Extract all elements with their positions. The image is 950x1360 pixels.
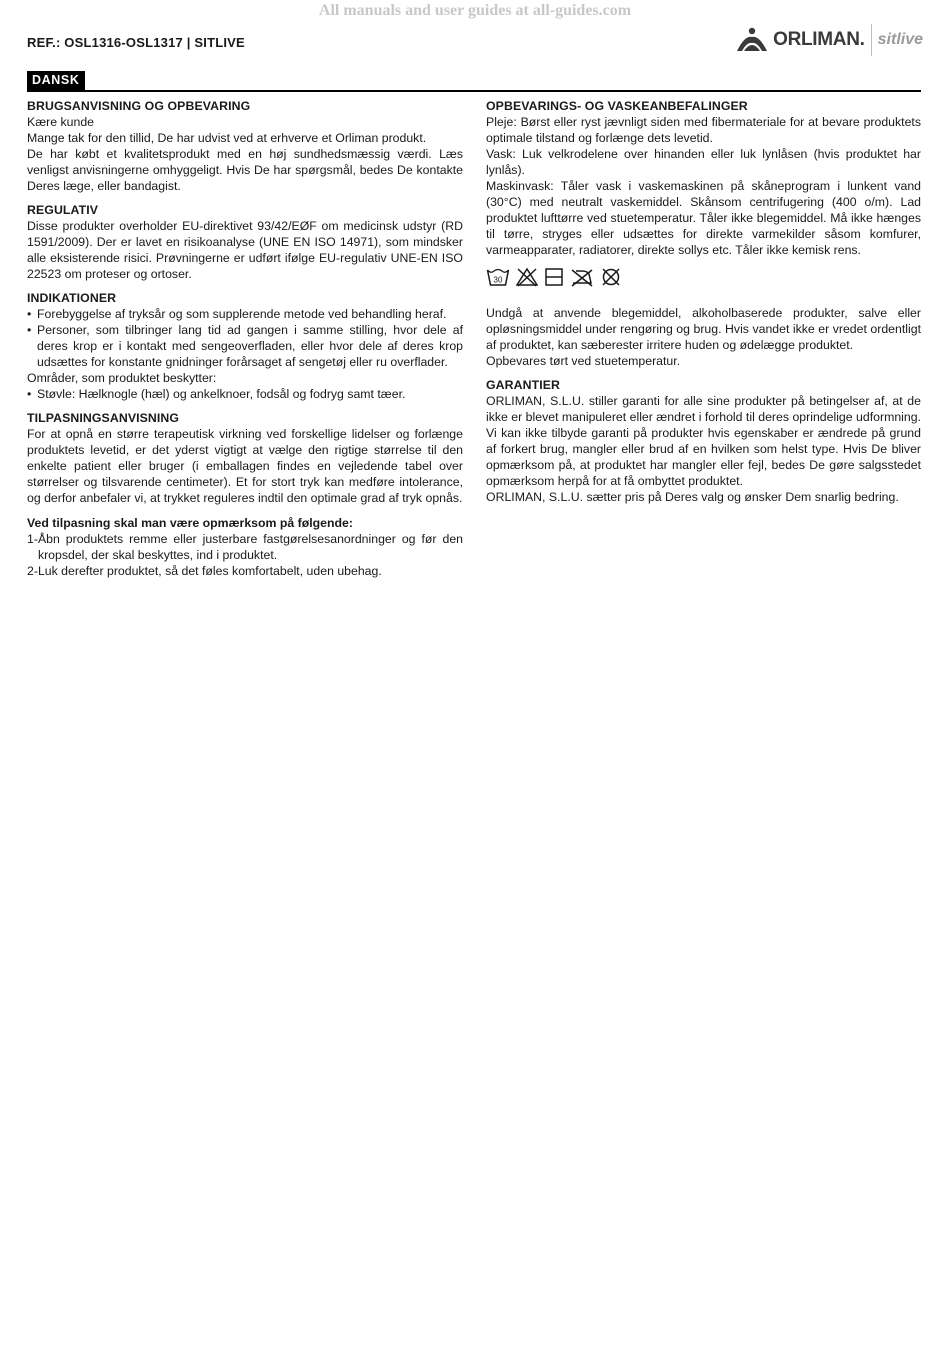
paragraph: Opbevares tørt ved stuetemperatur. <box>486 354 681 368</box>
section-title: TILPASNINGSANVISNING <box>27 411 180 425</box>
watermark: All manuals and user guides at all-guides.com <box>318 2 632 19</box>
logo-divider <box>871 24 872 56</box>
section-fitting <box>27 410 463 506</box>
language-tag: DANSK <box>27 71 85 90</box>
paragraph: ORLIMAN, S.L.U. sætter pris på Deres valg og ønsker Dem snarlig bedring. <box>486 490 899 504</box>
brand-name: ORLIMAN. <box>773 29 865 50</box>
paragraph: Undgå at anvende blegemiddel, alkoholbaserede produkter, salve eller opløsningsmiddel under rengøring og brug. Hvis vandet ikke er vredet ordentligt af produktet, kan sæberester irritere huden og ødelægge produktet. <box>486 306 921 352</box>
steps-heading: Ved tilpasning skal man være opmærksom på følgende: <box>27 516 353 530</box>
right-column <box>486 98 921 513</box>
paragraph: De har købt et kvalitetsprodukt med en høj sundhedsmæssig værdi. Læs venligst anvisningerne omhyggeligt. Hvis De har spørgsmål, bedes De kontakte Deres læge, eller bandagist. <box>27 147 463 193</box>
care-symbols <box>486 267 921 287</box>
left-column <box>27 98 463 587</box>
paragraph: Områder, som produktet beskytter: <box>27 371 217 385</box>
section-regulation <box>27 202 463 282</box>
paragraph: Vask: Luk velkrodelene over hinanden eller luk lynlåsen (hvis produktet har lynlås). <box>486 147 921 177</box>
section-title: OPBEVARINGS- OG VASKEANBEFALINGER <box>486 99 748 113</box>
section-usage <box>27 98 463 194</box>
list-item-text: Åbn produktets remme eller justerbare fastgørelsesanordninger og før den kropsdel, der skal beskyttes, ind i produktet. <box>37 532 463 562</box>
list-item-text: Forebyggelse af tryksår og som supplerende metode ved behandling heraf. <box>37 307 447 321</box>
reference-code: REF.: OSL1316-OSL1317 | SITLIVE <box>27 35 245 50</box>
sub-brand-name: sitlive <box>877 31 923 48</box>
list-item <box>27 563 463 579</box>
paragraph: Kære kunde <box>27 115 94 129</box>
step-number: 2- <box>27 564 38 578</box>
no-bleach-icon <box>516 267 538 287</box>
section-care <box>486 98 921 258</box>
list-item <box>27 531 463 563</box>
bullet: • <box>27 307 32 321</box>
wash-temperature: 30 <box>493 275 503 285</box>
section-warranty <box>486 377 921 505</box>
step-number: 1- <box>27 532 38 546</box>
bullet: • <box>27 387 32 401</box>
list-item-text: Støvle: Hælknogle (hæl) og ankelknoer, fodsål og fodryg samt tæer. <box>37 387 406 401</box>
list-item <box>27 386 463 402</box>
list-item <box>27 322 463 370</box>
no-dry-clean-icon <box>600 267 622 287</box>
paragraph: ORLIMAN, S.L.U. stiller garanti for alle sine produkter på betingelser af, at de ikke er blevet manipuleret eller ændret i forhold til deres oprindelige udformning. Vi kan ikke tilbyde garanti på produkter hvis egenskaber er ændrede på grund af forkert brug, mangler eller brud af en hvilken som helst type. Hvis De bliver opmærksom på, at produktet har mangler eller fejl, bedes De gøre salgsstedet opmærksom herpå for at få ombyttet produktet. <box>486 394 921 488</box>
section-indications <box>27 290 463 402</box>
section-warnings <box>486 305 921 369</box>
section-title: GARANTIER <box>486 378 560 392</box>
paragraph: For at opnå en større terapeutisk virkning ved forskellige lidelser og forlænge produktets levetid, er det yderst vigtigt at vælge den rigtige størrelse til den enkelte patient eller bruger (i emballagen findes en vejledende tabel over størrelser og tilsvarende centimeter). Et for stort tryk kan medføre intolerance, og derfor anbefaler vi, at trykket reguleres indtil den optimale grad af tryk opnås. <box>27 427 463 505</box>
list-item-text: Luk derefter produktet, så det føles komfortabelt, uden ubehag. <box>37 564 382 578</box>
bullet: • <box>27 323 32 337</box>
list-item <box>27 306 463 322</box>
wash-30-icon <box>486 267 510 287</box>
language-bar <box>27 71 921 92</box>
list-item-text: Personer, som tilbringer lang tid ad gangen i samme stilling, hvor dele af deres krop er i kontakt med sengeoverfladen, eller hvor dele af deres krop udsættes for konstante gnidninger forårsaget af sengetøj eller ru overflader. <box>37 323 463 369</box>
section-fitting-steps <box>27 515 463 579</box>
no-iron-icon <box>570 267 594 287</box>
section-title: INDIKATIONER <box>27 291 117 305</box>
paragraph: Maskinvask: Tåler vask i vaskemaskinen på skåneprogram i lunkent vand (30°C) med neutralt vaskemiddel. Skånsom centrifugering (400 o/m). Lad produktet lufttørre ved stuetemperatur. Tåler ikke blegemiddel. Må ikke hænges til tørre, stryges eller udsættes for direkte varmekilder såsom komfurer, varmeapparater, radiatorer, direkte sollys etc. Tåler ikke kemisk rens. <box>486 179 921 257</box>
section-title: REGULATIV <box>27 203 99 217</box>
paragraph: Mange tak for den tillid, De har udvist ved at erhverve et Orliman produkt. <box>27 131 427 145</box>
flat-dry-icon <box>544 267 564 287</box>
paragraph: Disse produkter overholder EU-direktivet 93/42/EØF om medicinsk udstyr (RD 1591/2009). Der er lavet en risikoanalyse (UNE EN ISO 14971), som mindsker alle eksisterende risici. Prøvningerne er udført ifølge EU-regulativ UNE-EN ISO 22523 om proteser og ortoser. <box>27 219 463 281</box>
paragraph: Pleje: Børst eller ryst jævnligt siden med fibermateriale for at bevare produktets optimale tilstand og forlænge dets levetid. <box>486 115 921 145</box>
orliman-logo-icon <box>735 27 769 53</box>
brand-logo <box>735 24 923 56</box>
section-title: BRUGSANVISNING OG OPBEVARING <box>27 99 251 113</box>
